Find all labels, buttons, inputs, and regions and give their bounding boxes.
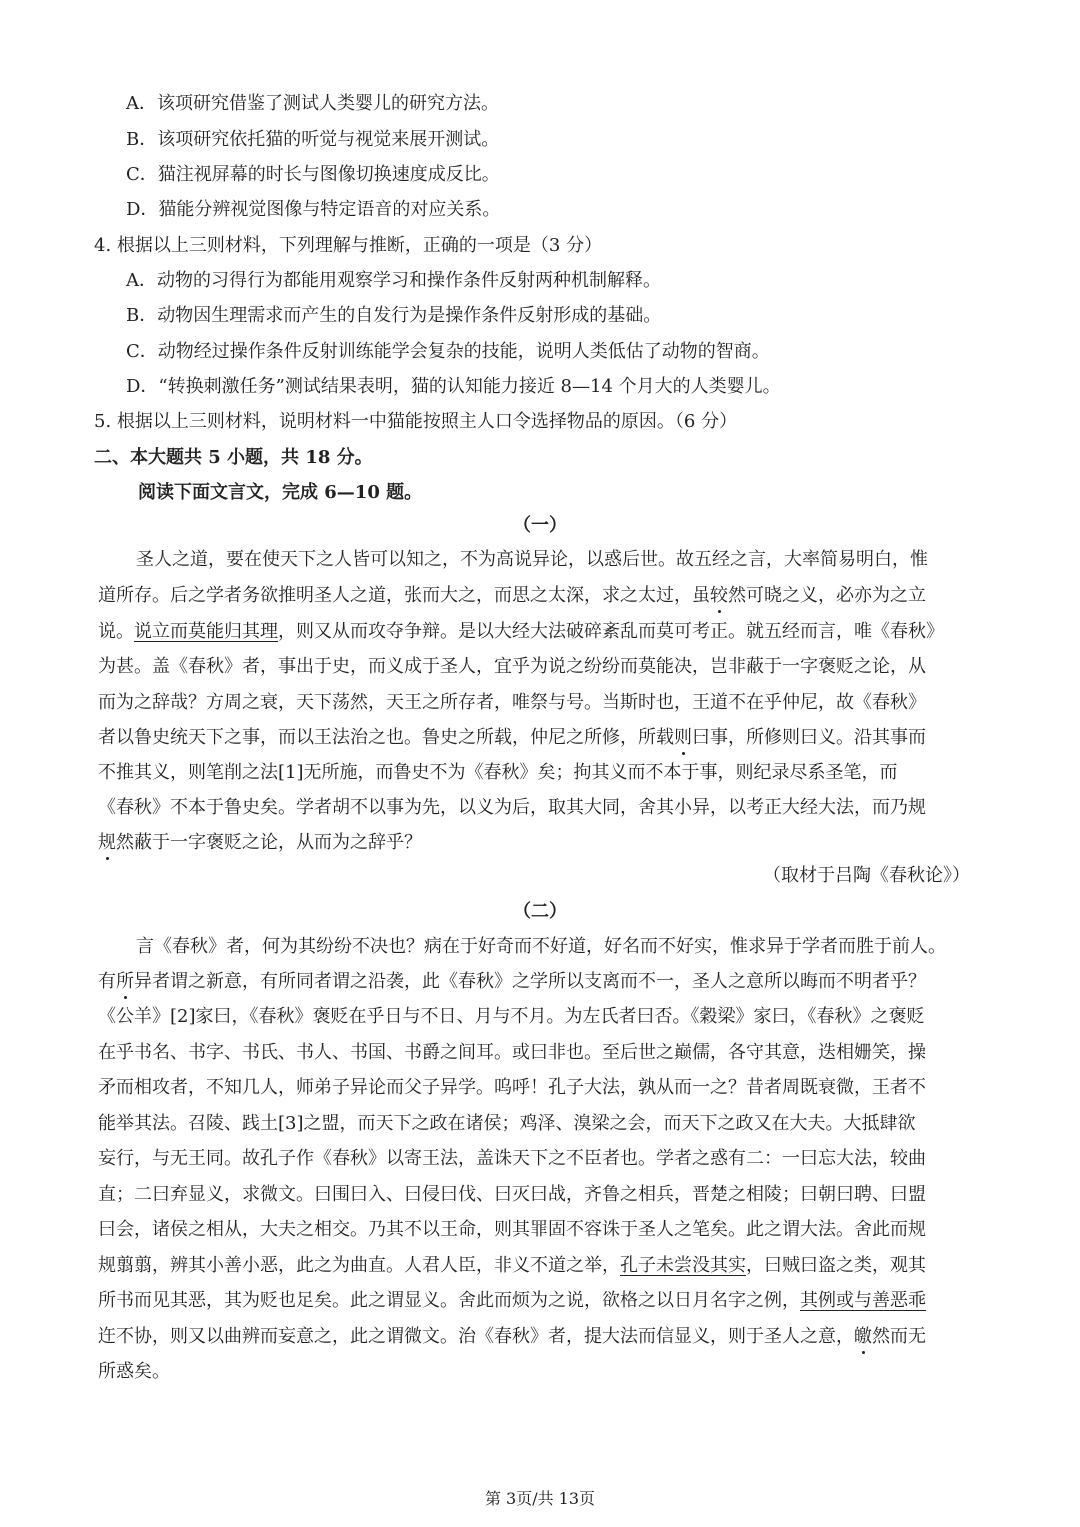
passage-2-line: 在乎书名、书字、书氏、书人、书国、书爵之间耳。或曰非也。至后世之巅儒，各守其意，迭相姗笑，操 (98, 1042, 926, 1063)
page-number: 第 3页/共 13页 (484, 1489, 596, 1508)
q5-stem: 5. 根据以上三则材料，说明材料一中猫能按照主人口令选择物品的原因。（6 分） (94, 411, 738, 432)
emphasis-dot-char: 所 (116, 971, 134, 992)
q3-option-c: C．猫注视屏幕的时长与图像切换速度成反比。 (126, 164, 500, 185)
passage-2-title: （二） (513, 901, 567, 922)
passage-1-line: 圣人之道，要在使天下之人皆可以知之，不为高说异论，以惑后世。故五经之言，大率简易明白，惟 (136, 549, 928, 570)
underlined-phrase: 孔子未尝没其实 (620, 1255, 746, 1276)
q4-stem: 4. 根据以上三则材料，下列理解与推断，正确的一项是（3 分） (94, 235, 603, 256)
q4-option-a: A．动物的习得行为都能用观察学习和操作条件反射两种机制解释。 (126, 270, 661, 291)
passage-1-line: 而为之辞哉？方周之衰，天下荡然，天王之所存者，唯祭与号。当斯时也，王道不在乎仲尼，故《春秋》 (98, 692, 926, 713)
passage-2-line: 所书而见其恶，其为贬也足矣。此之谓显义。舍此而烦为之说，欲格之以日月名字之例，其例或与善恶乖 (98, 1290, 926, 1311)
emphasis-dot-char: 则 (674, 727, 692, 748)
passage-2-line: 有所异者谓之新意，有所同者谓之沿袭，此《春秋》之学所以支离而不一，圣人之意所以晦而不明者乎？ (98, 971, 926, 992)
q3-option-b: B．该项研究依托猫的听觉与视觉来展开测试。 (126, 129, 500, 150)
passage-1-line: 为甚。盖《春秋》者，事出于史，而义成于圣人，宜乎为说之纷纷而莫能决，岂非蔽于一字褒贬之论，从 (98, 656, 926, 677)
passage-2-line: 曰会，诸侯之相从，大夫之相交。乃其不以王命，则其罪固不容诛于圣人之笔矣。此之谓大法。舍此而规 (98, 1219, 926, 1240)
passage-1-line: 说。说立而莫能归其理，则又从而攻夺争辩。是以大经大法破碎紊乱而莫可考正。就五经而言，唯《春秋》 (98, 621, 944, 642)
q4-option-d: D．“转换刺激任务”测试结果表明，猫的认知能力接近 8—14 个月大的人类婴儿。 (126, 376, 781, 397)
passage-2-line: 规翦翦，辨其小善小恶，此之为曲直。人君人臣，非义不道之举，孔子未尝没其实，曰贼曰盗之类，观其 (98, 1255, 926, 1276)
emphasis-dot-char: 皦 (854, 1326, 872, 1347)
passage-1-line: 不推其义，则笔削之法[1]无所施，而鲁史不为《春秋》矣；拘其义而不本于事，则纪录尽系圣笔，而 (98, 762, 898, 783)
passage-2-line: 能举其法。召陵、践土[3]之盟，而天下之政在诸侯；鸡泽、溴梁之会，而天下之政又在大夫。大抵肆欲 (98, 1113, 916, 1134)
passage-1-title: （一） (513, 515, 567, 536)
section-instruction: 阅读下面文言文，完成 6—10 题。 (138, 482, 423, 503)
passage-2-line: 迕不协，则又以曲辨而妄意之，此之谓微文。治《春秋》者，提大法而信显义，则于圣人之意，皦然而无 (98, 1326, 926, 1347)
passage-2-line: 妄行，与无王同。故孔子作《春秋》以寄王法，盖诛天下之不臣者也。学者之惑有二：一曰忘大法，较曲 (98, 1148, 926, 1169)
q4-option-c: C．动物经过操作条件反射训练能学会复杂的技能，说明人类低估了动物的智商。 (126, 341, 770, 362)
q3-option-a: A．该项研究借鉴了测试人类婴儿的研究方法。 (126, 93, 499, 114)
underlined-phrase: 说立而莫能归其理 (134, 621, 278, 642)
passage-1-source: （取材于吕陶《春秋论》） (763, 865, 970, 886)
q4-option-b: B．动物因生理需求而产生的自发行为是操作条件反射形成的基础。 (126, 305, 662, 326)
passage-1-line: 者以鲁史统天下之事，而以王法治之也。鲁史之所载，仲尼之所修，所载则曰事，所修则曰义。沿其事而 (98, 727, 926, 748)
passage-1-line: 道所存。后之学者务欲推明圣人之道，张而大之，而思之太深，求之太过，虽较然可晓之义，必亦为之立 (98, 585, 926, 606)
emphasis-dot-char: 较 (710, 585, 728, 606)
passage-2-line: 言《春秋》者，何为其纷纷不决也？病在于好奇而不好道，好名而不好实，惟求异于学者而胜于前人。 (136, 936, 946, 957)
passage-1-line: 规然蔽于一字褒贬之论，从而为之辞乎？ (98, 832, 422, 853)
passage-2-line: 《公羊》[2]家曰，《春秋》褒贬在乎日与不日、月与不月。为左氏者曰否。《穀梁》家曰，《春秋》之褒贬 (98, 1006, 925, 1027)
passage-2-line: 所惑矣。 (98, 1361, 170, 1382)
passage-2-line: 直；二曰弃显义，求微文。曰围曰入、曰侵曰伐、曰灭曰战，齐鲁之相兵，晋楚之相陵；曰朝曰聘、曰盟 (98, 1184, 926, 1205)
section-heading: 二、本大题共 5 小题，共 18 分。 (94, 447, 373, 468)
q3-option-d: D．猫能分辨视觉图像与特定语音的对应关系。 (126, 199, 501, 220)
passage-1-line: 《春秋》不本于鲁史矣。学者胡不以事为先，以义为后，取其大同，舍其小异，以考正大经大法，而乃规 (98, 797, 926, 818)
emphasis-dot-char: 规 (98, 832, 116, 853)
passage-2-line: 矛而相攻者，不知几人，师弟子异论而父子异学。呜呼！孔子大法，孰从而一之？昔者周既衰微，王者不 (98, 1077, 926, 1098)
underlined-phrase: 其例或与善恶乖 (800, 1290, 926, 1311)
